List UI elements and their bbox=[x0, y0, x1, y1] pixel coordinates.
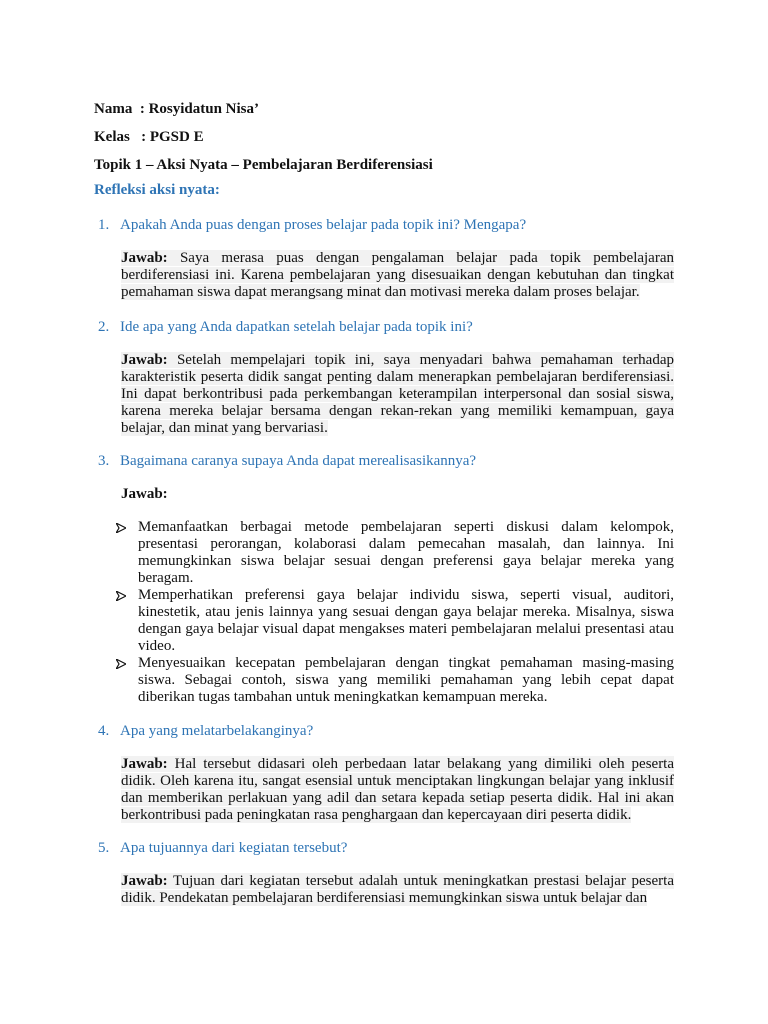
question-number: 1. bbox=[98, 217, 110, 233]
question-text: Apa yang melatarbelakanginya? bbox=[120, 723, 314, 739]
jawab-label: Jawab: bbox=[121, 352, 168, 368]
jawab-label: Jawab: bbox=[121, 250, 168, 266]
question-text: Ide apa yang Anda dapatkan setelah belajar pada topik ini? bbox=[120, 319, 473, 335]
question-text: Bagaimana caranya supaya Anda dapat merealisasikannya? bbox=[120, 453, 477, 469]
question-text: Apa tujuannya dari kegiatan tersebut? bbox=[120, 840, 348, 856]
question-number: 3. bbox=[98, 453, 110, 469]
bullet-text: Memperhatikan preferensi gaya belajar individu siswa, seperti visual, auditori, kinestetik, atau jenis lainnya yang sesuai dengan gaya belajar mereka. Misalnya, siswa dengan gaya belajar visual dapat mengakses materi pembelajaran melalui presentasi atau video. bbox=[138, 587, 674, 654]
arrowhead-bullet-icon bbox=[116, 523, 126, 533]
list-item bbox=[116, 519, 674, 587]
answer-text: Hal tersebut didasari oleh perbedaan latar belakang yang dimiliki oleh peserta didik. Oleh karena itu, sangat esensial untuk menciptakan lingkungan belajar yang inklusif dan memberikan perlakuan yang adil dan setara kepada setiap peserta didik. Hal ini akan berkontribusi pada peningkatan rasa penghargaan dan kepercayaan diri peserta didik. bbox=[121, 756, 675, 823]
jawab-label: Jawab: bbox=[121, 486, 168, 502]
list-item bbox=[116, 655, 674, 706]
question-number: 4. bbox=[98, 723, 110, 739]
question-1 bbox=[98, 216, 526, 234]
bullet-text: Menyesuaikan kecepatan pembelajaran dengan tingkat pemahaman masing-masing siswa. Sebagai contoh, siswa yang memiliki pemahaman yang lebih cepat dapat diberikan tugas tambahan untuk meningkatkan kemampuan mereka. bbox=[138, 655, 674, 705]
question-4 bbox=[98, 722, 313, 740]
answer-3-bullets bbox=[116, 519, 674, 706]
jawab-label: Jawab: bbox=[121, 756, 168, 772]
bullet-text: Memanfaatkan berbagai metode pembelajaran seperti diskusi dalam kelompok, presentasi perorangan, kolaborasi dalam pemecahan masalah, dan lainnya. Ini memungkinkan siswa belajar sesuai dengan preferensi gaya belajar mereka yang beragam. bbox=[138, 519, 674, 586]
student-name: Nama : Rosyidatun Nisa’ bbox=[94, 101, 260, 117]
student-class: Kelas : PGSD E bbox=[94, 129, 204, 145]
answer-3-label bbox=[121, 486, 674, 503]
list-item bbox=[116, 587, 674, 655]
answer-4 bbox=[121, 756, 674, 824]
jawab-label: Jawab: bbox=[121, 873, 168, 889]
answer-2 bbox=[121, 352, 674, 437]
question-3 bbox=[98, 452, 476, 470]
answer-text: Tujuan dari kegiatan tersebut adalah untuk meningkatkan prestasi belajar peserta didik. Pendekatan pembelajaran berdiferensiasi memungkinkan siswa untuk belajar dan bbox=[121, 873, 674, 906]
arrowhead-bullet-icon bbox=[116, 591, 126, 601]
answer-text: Setelah mempelajari topik ini, saya menyadari bahwa pemahaman terhadap karakteristik peserta didik sangat penting dalam menerapkan pembelajaran berdiferensiasi. Ini dapat berkontribusi pada perkembangan keterampilan interpersonal dan sosial siswa, karena mereka belajar bersama dengan rekan-rekan yang memiliki kemampuan, gaya belajar, dan minat yang bervariasi. bbox=[121, 352, 674, 436]
question-5 bbox=[98, 839, 347, 857]
reflection-title: Refleksi aksi nyata: bbox=[94, 182, 220, 198]
answer-5 bbox=[121, 873, 674, 907]
answer-text: Saya merasa puas dengan pengalaman belajar pada topik pembelajaran berdiferensiasi ini. Karena pembelajaran yang disesuaikan dengan kebutuhan dan tingkat pemahaman siswa dapat merangsang minat dan motivasi mereka dalam proses belajar. bbox=[121, 250, 674, 300]
question-number: 2. bbox=[98, 319, 110, 335]
question-text: Apakah Anda puas dengan proses belajar pada topik ini? Mengapa? bbox=[120, 217, 527, 233]
arrowhead-bullet-icon bbox=[116, 659, 126, 669]
answer-1 bbox=[121, 250, 674, 301]
topic-title: Topik 1 – Aksi Nyata – Pembelajaran Berdiferensiasi bbox=[94, 157, 433, 173]
question-number: 5. bbox=[98, 840, 110, 856]
question-2 bbox=[98, 318, 473, 336]
